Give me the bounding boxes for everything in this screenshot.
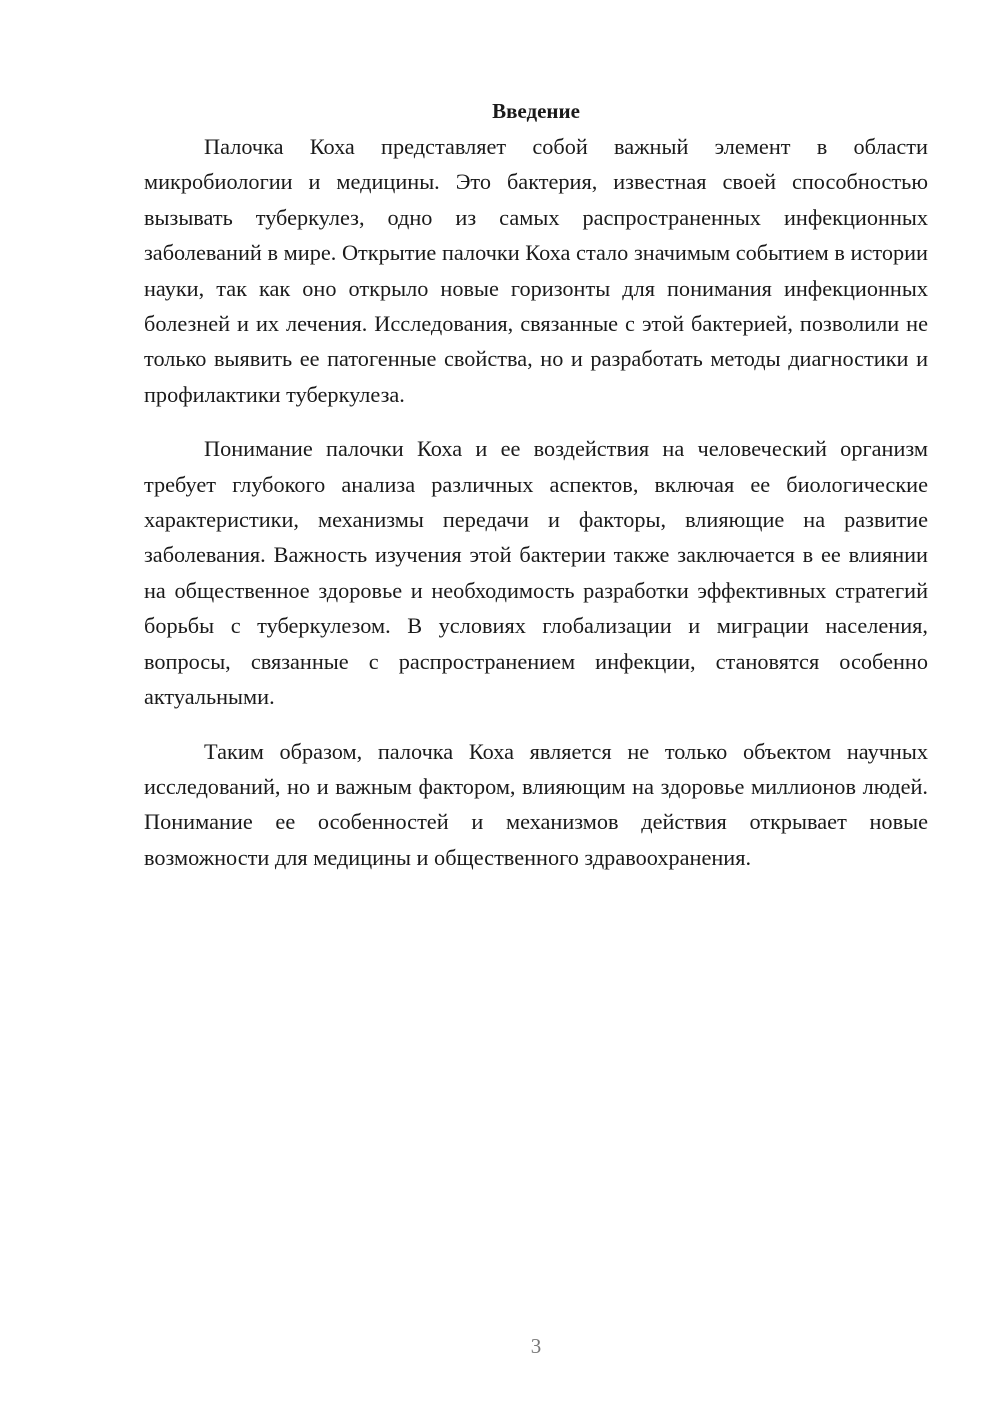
document-page — [144, 96, 928, 875]
page-number: 3 — [530, 1334, 542, 1358]
paragraph-3: Таким образом, палочка Коха является не только объектом научных исследований, но и важным фактором, влияющим на здоровье миллионов людей. Понимание ее особенностей и механизмов действия открывает новые возможности для медицины и общественного здравоохранения. — [144, 738, 928, 870]
paragraph-1: Палочка Коха представляет собой важный элемент в области микробиологии и медицины. Это бактерия, известная своей способностью вызывать туберкулез, одно из самых распространенных инфекционных заболеваний в мире. Открытие палочки Коха стало значимым событием в истории науки, так как оно открыло новые горизонты для понимания инфекционных болезней и их лечения. Исследования, связанные с этой бактерией, позволили не только выявить ее патогенные свойства, но и разработать методы диагностики и профилактики туберкулеза. — [144, 134, 928, 407]
paragraph-2: Понимание палочки Коха и ее воздействия на человеческий организм требует глубокого анализа различных аспектов, включая ее биологические характеристики, механизмы передачи и факторы, влияющие на развитие заболевания. Важность изучения этой бактерии также заключается в ее влиянии на общественное здоровье и необходимость разработки эффективных стратегий борьбы с туберкулезом. В условиях глобализации и миграции населения, вопросы, связанные с распространением инфекции, становятся особенно актуальными. — [144, 436, 928, 710]
section-title: Введение — [492, 99, 580, 123]
